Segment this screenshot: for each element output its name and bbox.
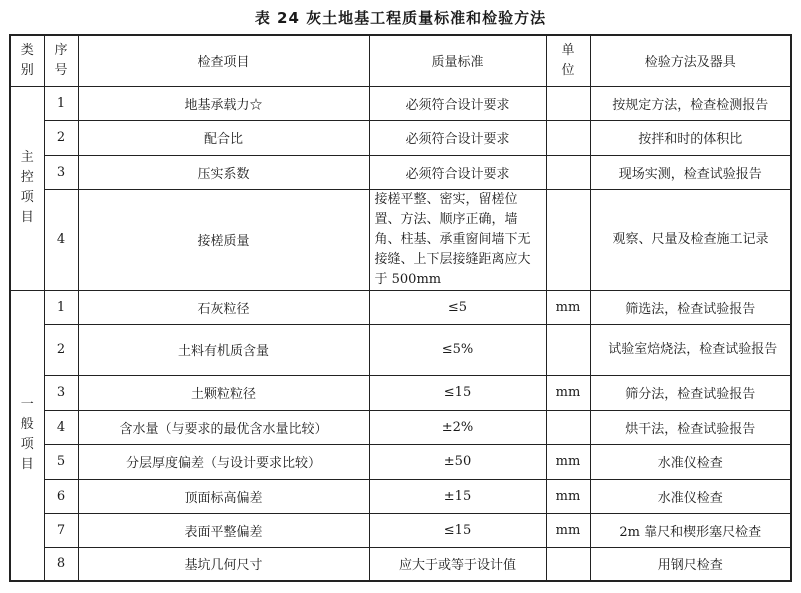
row-item: 土料有机质含量 (78, 324, 369, 375)
row-item: 分层厚度偏差（与设计要求比较） (78, 444, 369, 479)
header-standard: 质量标准 (369, 35, 546, 86)
row-index: 4 (44, 410, 78, 444)
row-method: 2m 靠尺和楔形塞尺检查 (590, 513, 791, 547)
table-row (10, 375, 791, 410)
table-row (10, 547, 791, 581)
header-unit: 单位 (546, 35, 590, 86)
row-method: 现场实测，检查试验报告 (590, 155, 791, 189)
table-row (10, 513, 791, 547)
row-item: 接槎质量 (78, 189, 369, 290)
row-unit: mm (546, 479, 590, 513)
row-unit: mm (546, 513, 590, 547)
row-unit (546, 155, 590, 189)
row-unit: mm (546, 375, 590, 410)
row-index: 1 (44, 86, 78, 120)
table-title: 表 24 灰土地基工程质量标准和检验方法 (254, 9, 547, 27)
row-standard: 接槎平整、密实，留槎位置、方法、顺序正确，墙角、柱基、承重窗间墙下无接缝、上下层接缝距离应大于 500mm (369, 189, 546, 290)
row-method: 筛选法，检查试验报告 (590, 290, 791, 324)
row-item: 表面平整偏差 (78, 513, 369, 547)
table-row (10, 410, 791, 444)
row-index: 7 (44, 513, 78, 547)
row-method: 水准仪检查 (590, 444, 791, 479)
row-unit (546, 410, 590, 444)
row-method: 烘干法，检查试验报告 (590, 410, 791, 444)
category-main-control: 主控项目 (10, 86, 44, 290)
table-row (10, 479, 791, 513)
row-standard: 必须符合设计要求 (369, 155, 546, 189)
row-unit (546, 189, 590, 290)
row-standard: 必须符合设计要求 (369, 120, 546, 155)
row-item: 配合比 (78, 120, 369, 155)
table-row (10, 324, 791, 375)
row-index: 5 (44, 444, 78, 479)
header-item: 检查项目 (78, 35, 369, 86)
row-standard: ±15 (369, 479, 546, 513)
row-item: 石灰粒径 (78, 290, 369, 324)
row-unit (546, 324, 590, 375)
row-index: 2 (44, 120, 78, 155)
table-row (10, 155, 791, 189)
category-general: 一般项目 (10, 290, 44, 581)
header-index: 序号 (44, 35, 78, 86)
row-standard: ≤15 (369, 513, 546, 547)
row-item: 基坑几何尺寸 (78, 547, 369, 581)
row-index: 1 (44, 290, 78, 324)
row-standard: ±50 (369, 444, 546, 479)
row-method: 用钢尺检查 (590, 547, 791, 581)
row-index: 3 (44, 155, 78, 189)
row-item: 土颗粒粒径 (78, 375, 369, 410)
row-standard: 应大于或等于设计值 (369, 547, 546, 581)
row-unit: mm (546, 290, 590, 324)
row-method: 水准仪检查 (590, 479, 791, 513)
row-index: 8 (44, 547, 78, 581)
row-index: 6 (44, 479, 78, 513)
row-method: 观察、尺量及检查施工记录 (590, 189, 791, 290)
table-row (10, 86, 791, 120)
row-item: 含水量（与要求的最优含水量比较） (78, 410, 369, 444)
row-standard: ≤15 (369, 375, 546, 410)
row-unit (546, 547, 590, 581)
row-index: 4 (44, 189, 78, 290)
row-method: 试验室焙烧法，检查试验报告 (590, 324, 791, 375)
row-item: 地基承载力☆ (78, 86, 369, 120)
row-standard: ±2% (369, 410, 546, 444)
header-method: 检验方法及器具 (590, 35, 791, 86)
row-unit (546, 86, 590, 120)
row-standard: ≤5% (369, 324, 546, 375)
table-row (10, 120, 791, 155)
row-method: 按规定方法，检查检测报告 (590, 86, 791, 120)
row-standard: ≤5 (369, 290, 546, 324)
header-row (10, 35, 791, 86)
row-item: 压实系数 (78, 155, 369, 189)
table-row (10, 444, 791, 479)
row-unit (546, 120, 590, 155)
row-index: 2 (44, 324, 78, 375)
table-row (10, 189, 791, 290)
row-item: 顶面标高偏差 (78, 479, 369, 513)
header-category: 类别 (10, 35, 44, 86)
row-standard: 必须符合设计要求 (369, 86, 546, 120)
quality-standard-table (9, 34, 792, 582)
row-index: 3 (44, 375, 78, 410)
row-unit: mm (546, 444, 590, 479)
row-method: 按拌和时的体积比 (590, 120, 791, 155)
row-method: 筛分法，检查试验报告 (590, 375, 791, 410)
table-row (10, 290, 791, 324)
